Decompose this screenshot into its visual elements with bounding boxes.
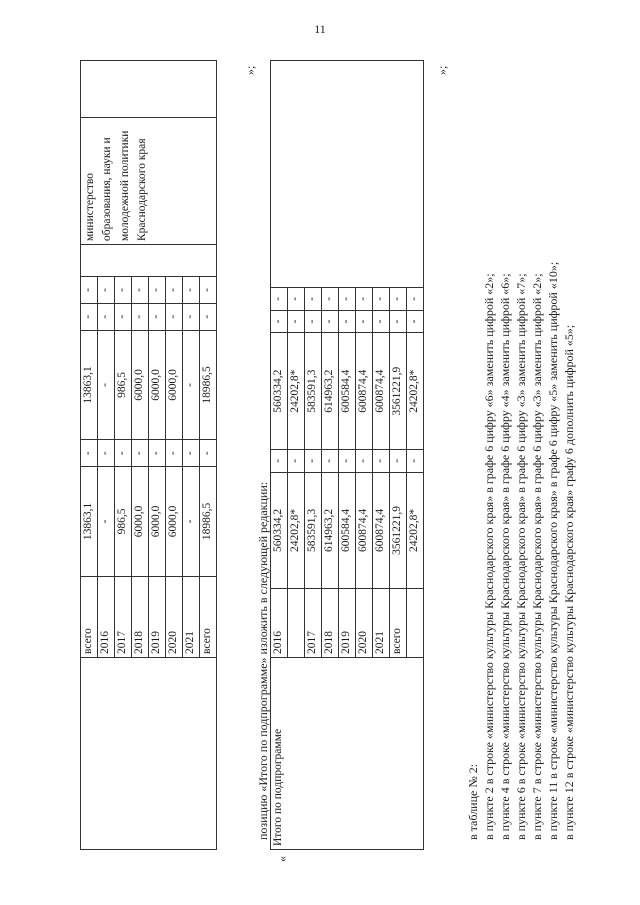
table-cell: 2018 [132,576,149,657]
table-cell: - [81,277,98,304]
instruction-list [465,262,577,840]
table-cell: 13863,1 [81,467,98,577]
table-cell: - [115,440,132,467]
table-cell: - [183,440,200,467]
table-cell: 600874,4 [356,472,373,589]
table-cell: - [322,449,339,472]
table-cell: - [322,288,339,311]
table-cell: 2016 [271,589,288,658]
table-cell: - [356,449,373,472]
table-cell: - [200,440,217,467]
table-cell: - [271,310,288,333]
table-cell: 6000,0 [132,467,149,577]
table-cell: - [390,449,407,472]
table-cell: - [339,288,356,311]
table-cell: - [271,449,288,472]
table-cell: всего [200,576,217,657]
table-cell: 614963,2 [322,472,339,589]
table-cell: 13863,1 [81,330,98,440]
empty-cell [81,61,217,118]
table-cell: - [407,288,424,311]
table-cell: 2018 [322,589,339,658]
table-top [80,60,217,850]
table-cell: 600584,4 [339,472,356,589]
table-cell: - [305,449,322,472]
table-cell: - [132,440,149,467]
table-cell: 18986,5 [200,467,217,577]
table-cell: - [288,288,305,311]
table-cell: - [115,303,132,330]
table-cell: 2019 [149,576,166,657]
table-cell: 2020 [166,576,183,657]
empty-cell [271,61,424,288]
table-cell: - [288,449,305,472]
table-cell: - [356,288,373,311]
empty-cell [81,658,217,850]
table-cell: - [339,449,356,472]
subtotal-label: Итого по подпрограмме [271,658,424,850]
table-cell: - [166,303,183,330]
table-cell: 18986,5 [200,330,217,440]
table-cell: - [81,303,98,330]
table-cell: 2017 [115,576,132,657]
table-cell: - [98,277,115,304]
table-cell: - [98,467,115,577]
table-cell: - [271,288,288,311]
instruction-line: в пункте 2 в строке «министерство культуры Краснодарского края» в графе 6 цифру «6» заменить цифрой «2»; [482,273,496,840]
table-cell: - [183,330,200,440]
table-cell: - [98,330,115,440]
table-cell: 986,5 [115,467,132,577]
table-cell: 2021 [373,589,390,658]
opening-quote: « [275,856,289,862]
table-cell: - [200,277,217,304]
table-cell: 600874,4 [373,333,390,450]
empty-cell [81,245,217,277]
table-cell: 600874,4 [356,333,373,450]
instruction-line: в пункте 11 в строке «министерство культуры Краснодарского края» в графе 6 цифру «5» заменить цифрой «10»; [546,261,560,840]
table-cell: 560334,2 [271,472,288,589]
department-cell: министерство образования, науки и молодежной политики Краснодарского края [81,118,217,245]
table-cell: - [149,303,166,330]
table-cell: 583591,3 [305,333,322,450]
table-cell: - [373,310,390,333]
table-row [81,61,98,850]
instruction-line: в пункте 7 в строке «министерство культуры Краснодарского края» в графе 6 цифру «3» заменить цифрой «2»; [530,273,544,840]
table-cell: всего [81,576,98,657]
table-cell: - [115,277,132,304]
table-cell: - [183,303,200,330]
table-cell: - [98,303,115,330]
table-cell: - [407,310,424,333]
instruction-line: в пункте 6 в строке «министерство культуры Краснодарского края» в графе 6 цифру «3» заменить цифрой «7»; [514,273,528,840]
table-cell: - [149,440,166,467]
intro-text: позицию «Итого по подпрограмме» изложить в следующей редакции: [256,481,270,840]
table-cell: - [390,288,407,311]
table-cell: - [305,310,322,333]
table-cell: - [322,310,339,333]
table-cell: 986,5 [115,330,132,440]
table-cell: - [132,277,149,304]
table-cell: - [356,310,373,333]
table-cell: - [407,449,424,472]
table-cell: - [149,277,166,304]
table-cell: 24202,8* [407,333,424,450]
table-cell: - [132,303,149,330]
instruction-line: в таблице № 2: [466,763,480,840]
closing-quote-top: »; [243,65,257,75]
table-cell: 6000,0 [149,467,166,577]
table-cell: - [98,440,115,467]
table-cell: - [81,440,98,467]
table-cell: - [288,310,305,333]
table-cell: 3561221,9 [390,333,407,450]
table-cell: - [373,449,390,472]
table-cell: 2019 [339,589,356,658]
table-cell: - [183,467,200,577]
table-cell: 6000,0 [132,330,149,440]
table-cell: 2017 [305,589,322,658]
table-cell: 560334,2 [271,333,288,450]
table-cell: 2020 [356,589,373,658]
table-cell: 6000,0 [166,330,183,440]
table-cell: - [305,288,322,311]
table-cell: 2016 [98,576,115,657]
table-cell: 24202,8* [288,472,305,589]
table-cell: - [166,277,183,304]
table-cell: 2021 [183,576,200,657]
table-cell [288,589,305,658]
table-cell: - [183,277,200,304]
table-bottom [270,60,424,850]
table-cell: 3561221,9 [390,472,407,589]
table-cell: 6000,0 [149,330,166,440]
table-cell: 6000,0 [166,467,183,577]
table-cell: 583591,3 [305,472,322,589]
table-cell: - [339,310,356,333]
table-cell: 24202,8* [288,333,305,450]
table-cell: - [200,303,217,330]
instruction-line: в пункте 12 в строке «министерство культуры Краснодарского края» графу 6 дополнить цифрой «5»; [562,324,576,840]
table-cell: 600584,4 [339,333,356,450]
closing-quote-bottom: »; [435,65,449,75]
table-cell [407,589,424,658]
table-cell: 24202,8* [407,472,424,589]
table-cell: - [390,310,407,333]
page-number: 11 [314,22,326,36]
table-row [271,61,288,850]
rotated-content [80,60,600,862]
table-cell: - [373,288,390,311]
table-cell: 614963,2 [322,333,339,450]
table-cell: - [166,440,183,467]
table-cell: 600874,4 [373,472,390,589]
table-cell: всего [390,589,407,658]
instruction-line: в пункте 4 в строке «министерство культуры Краснодарского края» в графе 6 цифру «4» заменить цифрой «6»; [498,273,512,840]
